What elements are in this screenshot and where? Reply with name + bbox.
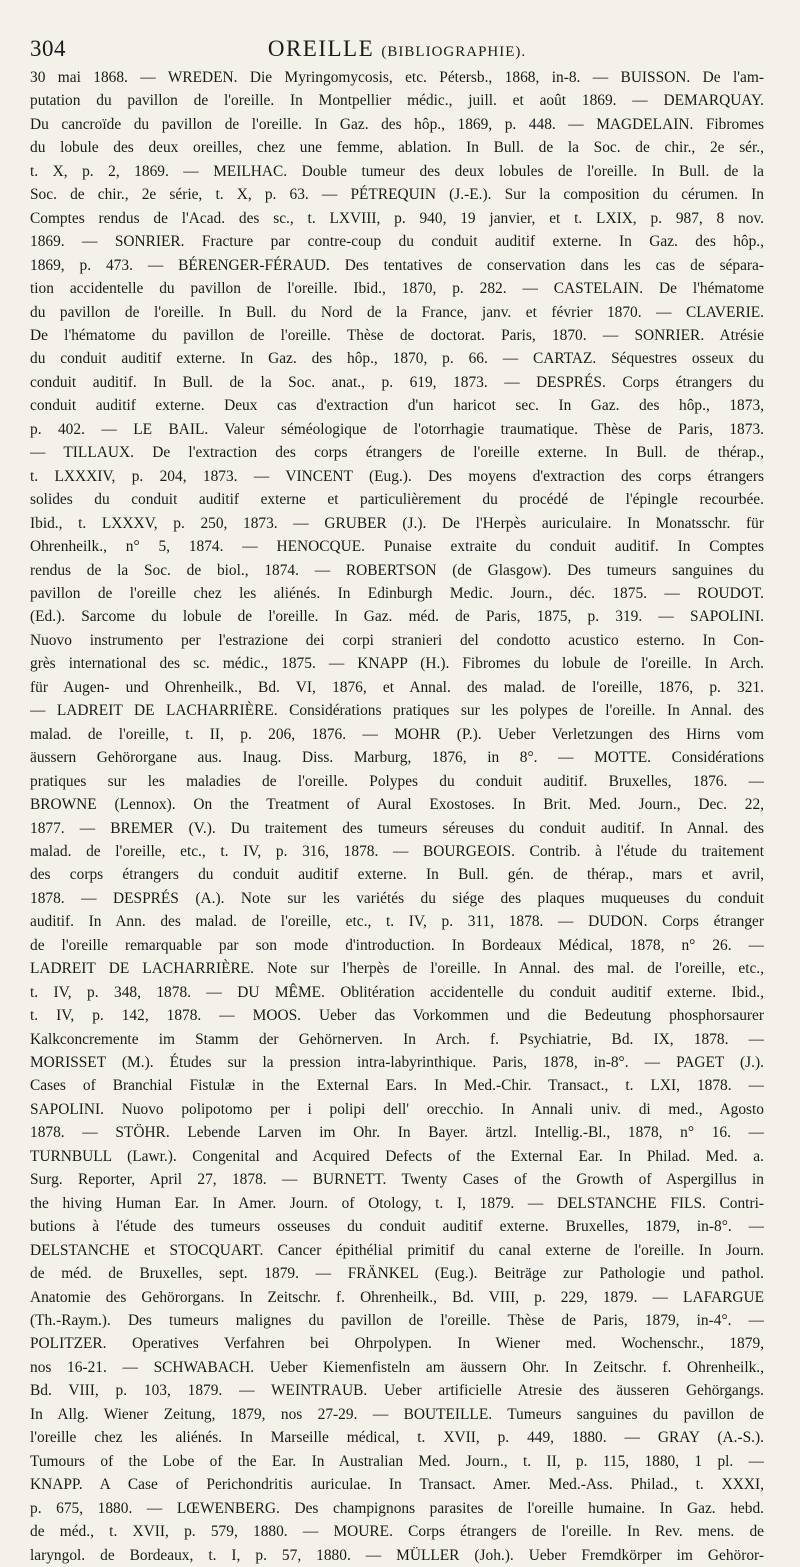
text-line: Comptes rendus de l'Acad. des sc., t. LXVIII, p. 940, 19 janvier, et t. LXIX, p. 987, 8 nov. xyxy=(30,209,764,227)
text-line: TURNBULL (Lawr.). Congenital and Acquired Defects of the External Ear. In Philad. Med. a. xyxy=(30,1147,764,1165)
text-line: nos 16-21. — SCHWABACH. Ueber Kiemenfisteln am äussern Ohr. In Zeitschr. f. Ohrenheilk., xyxy=(30,1358,764,1376)
text-line: des corps étrangers du conduit auditif externe. In Bull. gén. de thérap., mars et avril, xyxy=(30,866,764,884)
text-line: äussern Gehörorgane aus. Inaug. Diss. Marburg, 1876, in 8°. — MOTTE. Considérations xyxy=(30,749,764,767)
page-header xyxy=(30,36,764,66)
text-line: du lobule des deux oreilles, chez une femme, ablation. In Bull. de la Soc. de chir., 2e sér., xyxy=(30,139,764,157)
text-line: auditif. In Ann. des malad. de l'oreille, etc., t. IV, p. 311, 1878. — DUDON. Corps étranger xyxy=(30,913,764,931)
running-head-subtitle: (BIBLIOGRAPHIE). xyxy=(381,44,527,60)
bibliography-text xyxy=(30,66,764,1567)
text-line: t. X, p. 2, 1869. — MEILHAC. Double tumeur des deux lobules de l'oreille. In Bull. de la xyxy=(30,162,764,180)
text-line: tion accidentelle du pavillon de l'oreille. Ibid., 1870, p. 282. — CASTELAIN. De l'hématome xyxy=(30,280,764,298)
text-line: 30 mai 1868. — WREDEN. Die Myringomycosis, etc. Pétersb., 1868, in-8. — BUISSON. De l'am- xyxy=(30,69,764,86)
text-line: DELSTANCHE et STOCQUART. Cancer épithélial primitif du canal externe de l'oreille. In Journ. xyxy=(30,1241,764,1259)
text-line: butions à l'étude des tumeurs osseuses du conduit auditif externe. Bruxelles, 1879, in-8°. — xyxy=(30,1218,764,1236)
text-line: Nuovo instrumento per l'estrazione dei corpi stranieri del condotto acustico esterno. In Con- xyxy=(30,631,764,649)
text-line: malad. de l'oreille, etc., t. IV, p. 316, 1878. — BOURGEOIS. Contrib. à l'étude du traitement xyxy=(30,842,764,860)
text-line: Kalkconcremente im Stamm der Gehörnerven. In Arch. f. Psychiatrie, Bd. IX, 1878. — xyxy=(30,1030,764,1048)
text-line: Surg. Reporter, April 27, 1878. — BURNETT. Twenty Cases of the Growth of Aspergillus in xyxy=(30,1171,764,1189)
text-line: LADREIT DE LACHARRIÈRE. Note sur l'herpès de l'oreille. In Annal. des mal. de l'oreille, etc., xyxy=(30,960,764,978)
text-line: MORISSET (M.). Études sur la pression intra-labyrinthique. Paris, 1878, in-8°. — PAGET (J.). xyxy=(30,1054,764,1072)
text-line: für Augen- und Ohrenheilk., Bd. VI, 1876, et Annal. des malad. de l'oreille, 1876, p. 321. xyxy=(30,678,764,696)
running-head xyxy=(30,36,764,62)
text-line: Cases of Branchial Fistulæ in the External Ears. In Med.-Chir. Transact., t. LXI, 1878. — xyxy=(30,1077,764,1095)
text-line: p. 675, 1880. — LŒWENBERG. Des champignons parasites de l'oreille humaine. In Gaz. hebd. xyxy=(30,1499,764,1517)
text-line: laryngol. de Bordeaux, t. I, p. 57, 1880. — MÜLLER (Joh.). Ueber Fremdkörper im Gehöror- xyxy=(30,1546,764,1564)
text-line: t. IV, p. 142, 1878. — MOOS. Ueber das Vorkommen und die Bedeutung phosphorsaurer xyxy=(30,1007,764,1025)
text-line: du conduit auditif externe. In Gaz. des hôp., 1870, p. 66. — CARTAZ. Séquestres osseux du xyxy=(30,350,764,368)
text-line: 1878. — STÖHR. Lebende Larven im Ohr. In Bayer. ärtzl. Intellig.-Bl., 1878, n° 16. — xyxy=(30,1124,764,1142)
text-line: rendus de la Soc. de biol., 1874. — ROBERTSON (de Glasgow). Des tumeurs sanguines du xyxy=(30,561,764,579)
text-line: (Ed.). Sarcome du lobule de l'oreille. In Gaz. méd. de Paris, 1875, p. 319. — SAPOLINI. xyxy=(30,608,764,626)
text-line: t. LXXXIV, p. 204, 1873. — VINCENT (Eug.). Des moyens d'extraction des corps étrangers xyxy=(30,467,764,485)
text-line: Ibid., t. LXXXV, p. 250, 1873. — GRUBER (J.). De l'Herpès auriculaire. In Monatsschr. für xyxy=(30,514,764,532)
text-line: In Allg. Wiener Zeitung, 1879, nos 27-29. — BOUTEILLE. Tumeurs sanguines du pavillon de xyxy=(30,1405,764,1423)
text-line: de méd., t. XVII, p. 579, 1880. — MOURE. Corps étrangers de l'oreille. In Rev. mens. de xyxy=(30,1523,764,1541)
text-line: de l'oreille remarquable par son mode d'introduction. In Bordeaux Médical, 1878, n° 26. — xyxy=(30,936,764,954)
text-line: Anatomie des Gehörorgans. In Zeitschr. f. Ohrenheilk., Bd. VIII, p. 229, 1879. — LAFARGUE xyxy=(30,1288,764,1306)
text-line: BROWNE (Lennox). On the Treatment of Aural Exostoses. In Brit. Med. Journ., Dec. 22, xyxy=(30,796,764,814)
text-line: De l'hématome du pavillon de l'oreille. Thèse de doctorat. Paris, 1870. — SONRIER. Atrésie xyxy=(30,326,764,344)
text-line: 1869. — SONRIER. Fracture par contre-coup du conduit auditif externe. In Gaz. des hôp., xyxy=(30,233,764,251)
text-line: pavillon de l'oreille chez les aliénés. In Edinburgh Medic. Journ., déc. 1875. — ROUDOT. xyxy=(30,584,764,602)
text-line: p. 402. — LE BAIL. Valeur séméologique de l'otorrhagie traumatique. Thèse de Paris, 1873. xyxy=(30,420,764,438)
text-line: conduit auditif. In Bull. de la Soc. anat., p. 619, 1873. — DESPRÉS. Corps étrangers du xyxy=(30,373,764,391)
text-line: solides du conduit auditif externe et particulièrement du procédé de l'épingle recourbée. xyxy=(30,491,764,509)
text-line: Tumours of the Lobe of the Ear. In Australian Med. Journ., t. II, p. 115, 1880, 1 pl. — xyxy=(30,1452,764,1470)
text-line: putation du pavillon de l'oreille. In Montpellier médic., juill. et août 1869. — DEMARQUAY. xyxy=(30,92,764,110)
text-line: the hiving Human Ear. In Amer. Journ. of Otology, t. I, 1879. — DELSTANCHE FILS. Contri- xyxy=(30,1194,764,1212)
text-line: — TILLAUX. De l'extraction des corps étrangers de l'oreille externe. In Bull. de thérap., xyxy=(30,444,764,462)
text-line: pratiques sur les maladies de l'oreille. Polypes du conduit auditif. Bruxelles, 1876. — xyxy=(30,772,764,790)
text-line: (Th.-Raym.). Des tumeurs malignes du pavillon de l'oreille. Thèse de Paris, 1879, in-4°. — xyxy=(30,1312,764,1330)
text-line: POLITZER. Operatives Verfahren bei Ohrpolypen. In Wiener med. Wochenschr., 1879, xyxy=(30,1335,764,1353)
text-line: 1877. — BREMER (V.). Du traitement des tumeurs séreuses du conduit auditif. In Annal. des xyxy=(30,819,764,837)
text-line: conduit auditif externe. Deux cas d'extraction d'un haricot sec. In Gaz. des hôp., 1873, xyxy=(30,397,764,415)
text-line: du pavillon de l'oreille. In Bull. du Nord de la France, janv. et février 1870. — CLAVERIE. xyxy=(30,303,764,321)
running-head-title: OREILLE xyxy=(267,36,375,61)
text-line: SAPOLINI. Nuovo polipotomo per i polipi dell' orecchio. In Annali univ. di med., Agosto xyxy=(30,1100,764,1118)
text-line: t. IV, p. 348, 1878. — DU MÊME. Oblitération accidentelle du conduit auditif externe. Ibid., xyxy=(30,983,764,1001)
page-number: 304 xyxy=(30,36,66,61)
text-line: l'oreille chez les aliénés. In Marseille médical, t. XVII, p. 449, 1880. — GRAY (A.-S.). xyxy=(30,1429,764,1447)
text-line: KNAPP. A Case of Perichondritis auriculae. In Transact. Amer. Med.-Ass. Philad., t. XXXI, xyxy=(30,1476,764,1494)
text-line: grès international des sc. médic., 1875. — KNAPP (H.). Fibromes du lobule de l'oreille. In Arch. xyxy=(30,655,764,673)
text-line: Bd. VIII, p. 103, 1879. — WEINTRAUB. Ueber artificielle Atresie des äusseren Gehörgangs. xyxy=(30,1382,764,1400)
text-line: — LADREIT DE LACHARRIÈRE. Considérations pratiques sur les polypes de l'oreille. In Annal. des xyxy=(30,702,764,720)
text-line: 1869, p. 473. — BÉRENGER-FÉRAUD. Des tentatives de conservation dans les cas de sépara- xyxy=(30,256,764,274)
text-line: malad. de l'oreille, t. II, p. 206, 1876. — MOHR (P.). Ueber Verletzungen des Hirns vom xyxy=(30,725,764,743)
text-line: Soc. de chir., 2e série, t. X, p. 63. — PÉTREQUIN (J.-E.). Sur la composition du cérumen. In xyxy=(30,186,764,204)
text-line: de méd. de Bruxelles, sept. 1879. — FRÄNKEL (Eug.). Beiträge zur Pathologie und pathol. xyxy=(30,1265,764,1283)
text-line: 1878. — DESPRÉS (A.). Note sur les variétés du siége des plaques muqueuses du conduit xyxy=(30,889,764,907)
text-line: Du cancroïde du pavillon de l'oreille. In Gaz. des hôp., 1869, p. 448. — MAGDELAIN. Fibromes xyxy=(30,115,764,133)
text-line: Ohrenheilk., n° 5, 1874. — HENOCQUE. Punaise extraite du conduit auditif. In Comptes xyxy=(30,538,764,556)
